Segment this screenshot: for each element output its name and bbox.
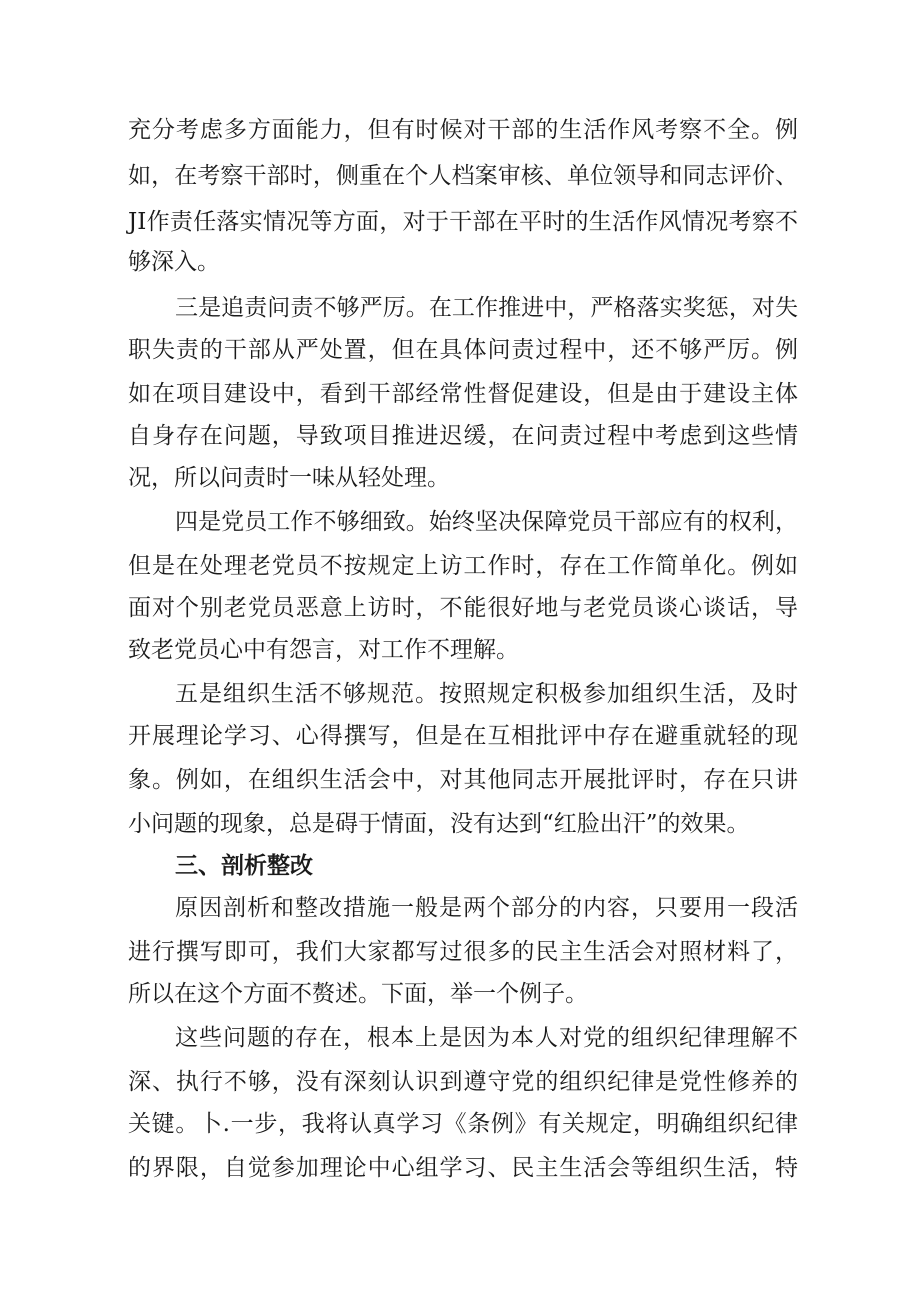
text-line: 象。例如，在组织生活会中，对其他同志开展批评时，存在只讲 <box>128 767 798 793</box>
paragraph-first-line: 四是党员工作不够细致。始终坚决保障党员干部应有的权利， <box>175 509 798 535</box>
paragraph-first-line: 三是追责问责不够严厉。在工作推进中，严格落实奖惩，对失 <box>175 295 798 321</box>
text-line: 面对个别老党员恶意上访时，不能很好地与老党员谈心谈话，导 <box>128 595 798 621</box>
text-line: 够深入。 <box>128 249 220 275</box>
text-line: 进行撰写即可，我们大家都写过很多的民主生活会对照材料了， <box>128 939 798 965</box>
text-line: 的界限，自觉参加理论中心组学习、民主生活会等组织生活，特 <box>128 1155 798 1181</box>
text-line: 深、执行不够，没有深刻认识到遵守党的组织纪律是党性修养的 <box>128 1069 798 1095</box>
paragraph-first-line: 五是组织生活不够规范。按照规定积极参加组织生活，及时 <box>175 681 798 707</box>
text-line: JI作责任落实情况等方面，对于干部在平时的生活作风情况考察不 <box>128 209 798 235</box>
section-heading: 三、剖析整改 <box>175 852 313 879</box>
text-line: 但是在处理老党员不按规定上访工作时，存在工作简单化。例如 <box>128 553 798 579</box>
text-line: 小问题的现象，总是碍于情面，没有达到“红脸出汗”的效果。 <box>128 811 750 837</box>
text-line: 充分考虑多方面能力，但有时候对干部的生活作风考察不全。例 <box>128 117 798 143</box>
text-line: 所以在这个方面不赘述。下面，举一个例子。 <box>128 981 588 1007</box>
text-line: 如在项目建设中，看到干部经常性督促建设，但是由于建设主体 <box>128 381 798 407</box>
paragraph-first-line: 原因剖析和整改措施一般是两个部分的内容，只要用一段活 <box>175 895 798 921</box>
text-line: 关键。卜.一步，我将认真学习《条例》有关规定，明确组织纪律 <box>128 1111 798 1137</box>
text-line: 如，在考察干部时，侧重在个人档案审核、单位领导和同志评价、 <box>128 163 798 189</box>
text-line: 自身存在问题，导致项目推进迟缓，在问责过程中考虑到这些情 <box>128 423 798 449</box>
text-line: 况，所以问责时一味从轻处理。 <box>128 465 450 491</box>
paragraph-first-line: 这些问题的存在，根本上是因为本人对党的组织纪律理解不 <box>175 1025 798 1051</box>
text-line: 开展理论学习、心得撰写，但是在互相批评中存在避重就轻的现 <box>128 723 798 749</box>
text-line: 致老党员心中有怨言，对工作不理解。 <box>128 637 519 663</box>
text-line: 职失责的干部从严处置，但在具体问责过程中，还不够严厉。例 <box>128 337 798 363</box>
